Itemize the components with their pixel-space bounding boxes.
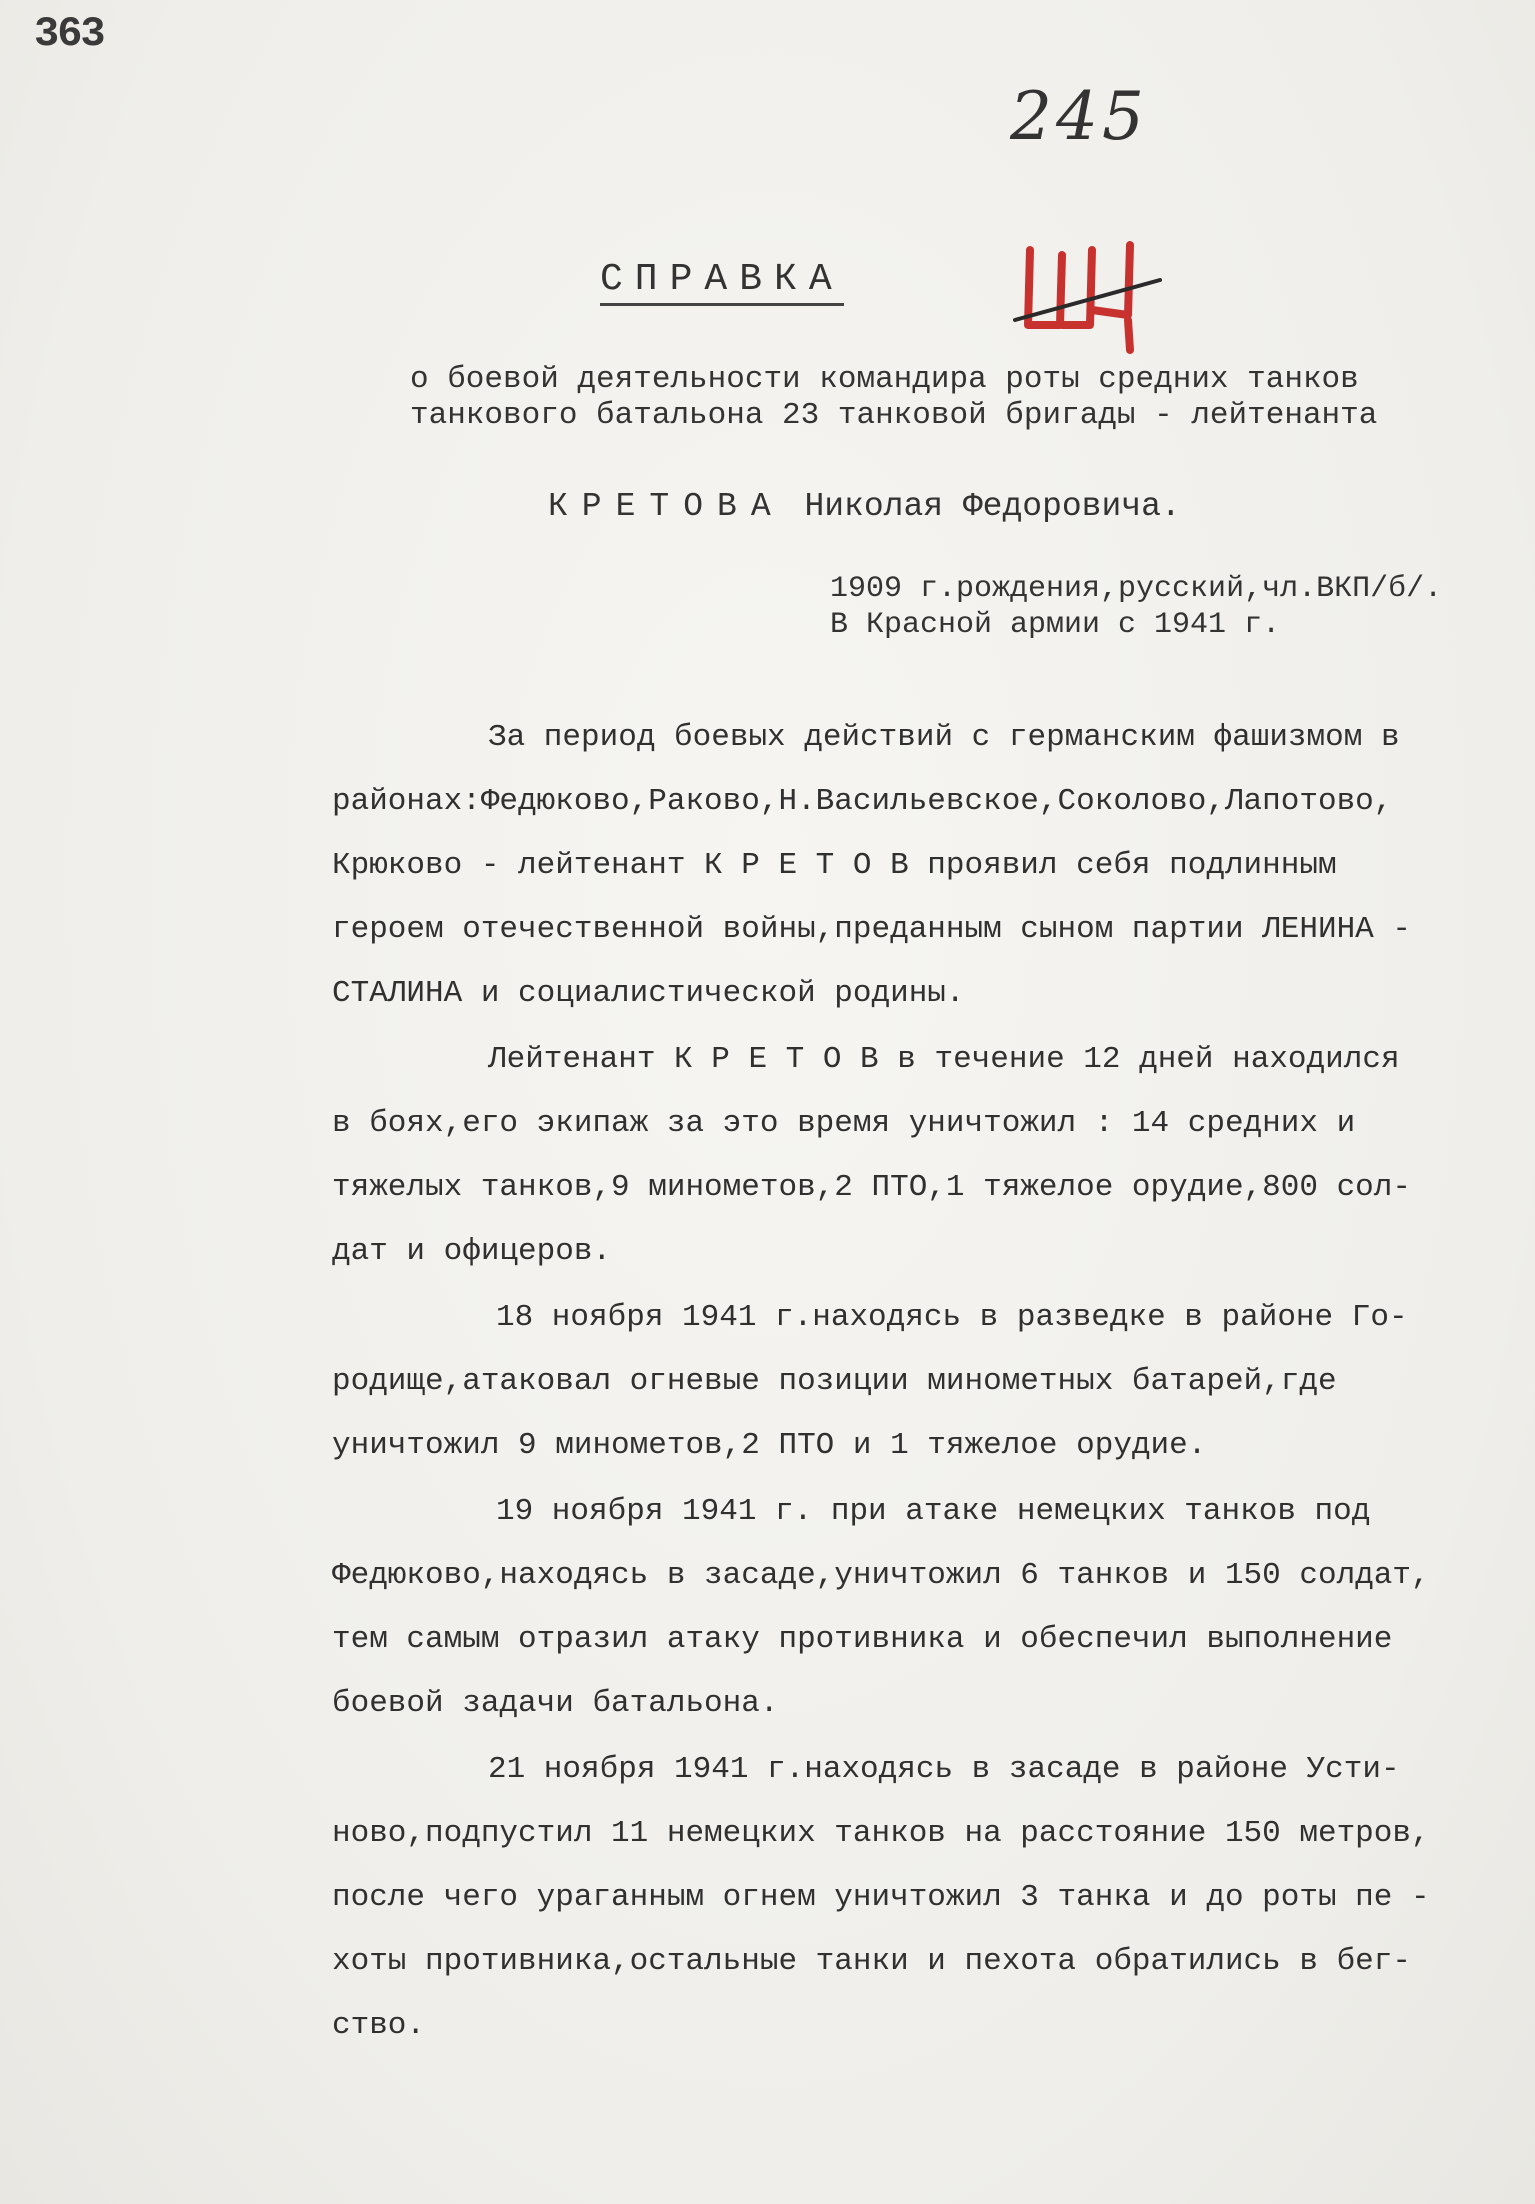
handwritten-page-number: 245: [1010, 78, 1148, 155]
body-line: хоты противника,остальные танки и пехота обратились в бег-: [332, 1944, 1411, 1979]
body-line: 19 ноября 1941 г. при атаке немецких танков под: [496, 1494, 1371, 1529]
archive-page-number: 363: [34, 10, 104, 58]
body-line: тем самым отразил атаку противника и обеспечил выполнение: [332, 1622, 1393, 1657]
body-line: ство.: [332, 2008, 426, 2043]
body-line: Крюково - лейтенант К Р Е Т О В проявил себя подлинным: [332, 848, 1337, 883]
body-line: героем отечественной войны,преданным сыном партии ЛЕНИНА -: [332, 912, 1411, 947]
body-line: боевой задачи батальона.: [332, 1686, 779, 1721]
document-title: СПРАВКА: [600, 258, 844, 306]
person-surname: КРЕТОВА: [548, 488, 785, 525]
body-line: тяжелых танков,9 минометов,2 ПТО,1 тяжелое орудие,800 сол-: [332, 1170, 1411, 1205]
body-line: Лейтенант К Р Е Т О В в течение 12 дней находился: [488, 1042, 1400, 1077]
body-line: 18 ноября 1941 г.находясь в разведке в районе Го-: [496, 1300, 1408, 1335]
body-line: За период боевых действий с германским фашизмом в: [488, 720, 1400, 755]
birth-info-line-2: В Красной армии с 1941 г.: [830, 608, 1281, 642]
body-line: родище,атаковал огневые позиции минометных батарей,где: [332, 1364, 1337, 1399]
subtitle-line-2: танкового батальона 23 танковой бригады - лейтенанта: [410, 398, 1378, 433]
body-line: Федюково,находясь в засаде,уничтожил 6 танков и 150 солдат,: [332, 1558, 1430, 1593]
subtitle-line-1: о боевой деятельности командира роты средних танков: [410, 362, 1359, 397]
birth-info-line-1: 1909 г.рождения,русский,чл.ВКП/б/.: [830, 572, 1443, 606]
person-given-names: Николая Федоровича.: [804, 488, 1181, 525]
person-name: [548, 488, 1181, 525]
body-line: в боях,его экипаж за это время уничтожил : 14 средних и: [332, 1106, 1356, 1141]
body-line: дат и офицеров.: [332, 1234, 612, 1269]
red-ink-mark: [1010, 240, 1170, 360]
body-line: уничтожил 9 минометов,2 ПТО и 1 тяжелое орудие.: [332, 1428, 1207, 1463]
body-line: ново,подпустил 11 немецких танков на расстояние 150 метров,: [332, 1816, 1430, 1851]
body-line: 21 ноября 1941 г.находясь в засаде в районе Усти-: [488, 1752, 1400, 1787]
body-line: после чего ураганным огнем уничтожил 3 танка и до роты пе -: [332, 1880, 1430, 1915]
body-line: СТАЛИНА и социалистической родины.: [332, 976, 965, 1011]
body-line: районах:Федюково,Раково,Н.Васильевское,Соколово,Лапотово,: [332, 784, 1393, 819]
